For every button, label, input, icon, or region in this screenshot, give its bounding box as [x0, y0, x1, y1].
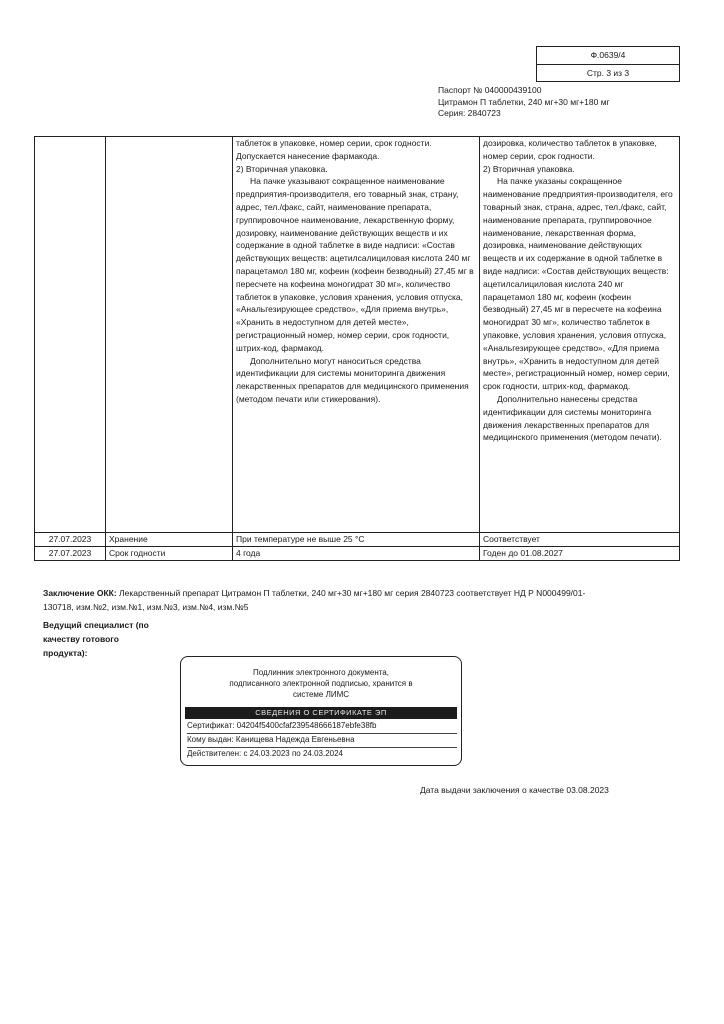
indicator-cell: Срок годности — [106, 546, 233, 560]
conclusion — [43, 586, 603, 614]
form-code: Ф.0639/4 — [590, 50, 626, 60]
certificate-number: Сертификат: 04204f5400cfaf239548666187ebfe38fb — [187, 719, 457, 734]
issue-date: Дата выдачи заключения о качестве 03.08.2023 — [420, 785, 609, 795]
certificate-owner: Кому выдан: Канищева Надежда Евгеньевна — [187, 733, 457, 748]
electronic-signature-stamp — [180, 656, 462, 766]
passport-series: Серия: 2840723 — [438, 108, 501, 118]
indicator-cell: Хранение — [106, 533, 233, 547]
result-text: Дополнительно нанесены средства идентификации для системы мониторинга движения лекарственных препаратов для медицинского применения (методом печати). — [483, 393, 662, 443]
table-row — [35, 533, 680, 547]
requirement-cell — [233, 137, 480, 533]
passport-number: Паспорт № 040000439100 — [438, 85, 542, 95]
date-cell: 27.07.2023 — [35, 533, 106, 547]
indicator-cell — [106, 137, 233, 533]
signature-header — [181, 667, 461, 700]
signature-line: подписанного электронной подписью, хранится в — [229, 679, 413, 688]
requirement-text: Дополнительно могут наноситься средства идентификации для системы мониторинга движения лекарственных препаратов для медицинского применения (методом печати или стикерования). — [236, 355, 469, 404]
signature-line: системе ЛИМС — [292, 690, 350, 699]
page-number: Стр. 3 из 3 — [537, 64, 679, 82]
specialist-label: Ведущий специалист (по качеству готового продукта): — [43, 620, 149, 658]
passport-block — [438, 85, 610, 120]
result-cell: Годен до 01.08.2027 — [480, 546, 680, 560]
requirement-text: На пачке указывают сокращенное наименование предприятия-производителя, его товарный знак, страну, адрес, тел./факс, сайт, наименование препарата, группировочное наименование, лекарственную форму, дозировку, наименование действующих веществ и их содержание в одной таблетке в виде надписи: «Состав действующих веществ: ацетилсалициловая кислота 240 мг парацетамол 180 мг, кофеин (кофеин безводный) 27,45 мг в пересчете на кофеина моногидрат 30 мг», количество таблеток в упаковке, условия хранения, условия отпуска, «Анальгезирующее средство», «Для приема внутрь», «Хранить в недоступном для детей месте», регистрационный номер, номер серии, срок годности, штрих-код, фармакод. — [236, 176, 474, 353]
form-code-box — [536, 46, 680, 82]
date-cell: 27.07.2023 — [35, 546, 106, 560]
signature-line: Подлинник электронного документа, — [253, 668, 389, 677]
conclusion-text: Лекарственный препарат Цитрамон П таблетки, 240 мг+30 мг+180 мг серия 2840723 соответствует НД Р N000499/01-130718, изм.№2, изм.№1, изм.№3, изм.№4, изм.№5 — [43, 588, 586, 612]
conclusion-label: Заключение ОКК: — [43, 588, 117, 598]
certificate-info-bar: СВЕДЕНИЯ О СЕРТИФИКАТЕ ЭП — [185, 707, 457, 719]
quality-table — [34, 136, 680, 561]
requirement-cell: 4 года — [233, 546, 480, 560]
table-row — [35, 546, 680, 560]
table-row — [35, 137, 680, 533]
requirement-text: 2) Вторичная упаковка. — [236, 163, 328, 174]
certificate-validity: Действителен: с 24.03.2023 по 24.03.2024 — [187, 749, 343, 758]
requirement-text: таблеток в упаковке, номер серии, срок годности. Допускается нанесение фармакода. — [236, 138, 432, 161]
requirement-cell: При температуре не выше 25 °С — [233, 533, 480, 547]
result-text: 2) Вторичная упаковка. — [483, 163, 575, 174]
result-cell — [480, 137, 680, 533]
result-cell: Соответствует — [480, 533, 680, 547]
result-text: дозировка, количество таблеток в упаковке, номер серии, срок годности. — [483, 138, 657, 161]
result-text: На пачке указаны сокращенное наименование предприятия-производителя, его товарный знак, страна, адрес, тел./факс, сайт, наименование препарата, группировочное наименование, лекарственная форма, дозировка, наименование действующих веществ и их содержание в одной таблетке в виде надписи: «Состав действующих веществ: ацетилсалициловая кислота 240 мг парацетамол 180 мг, кофеин (кофеин безводный) 27,45 мг в пересчете на кофеина моногидрат 30 мг», количество таблеток в упаковке, условия хранения, условия отпуска, «Анальгезирующее средство», «Для приема внутрь», «Хранить в недоступном для детей месте», регистрационный номер, номер серии, срок годности, штрих-код, фармакод. — [483, 176, 673, 392]
date-cell — [35, 137, 106, 533]
passport-product: Цитрамон П таблетки, 240 мг+30 мг+180 мг — [438, 96, 610, 107]
